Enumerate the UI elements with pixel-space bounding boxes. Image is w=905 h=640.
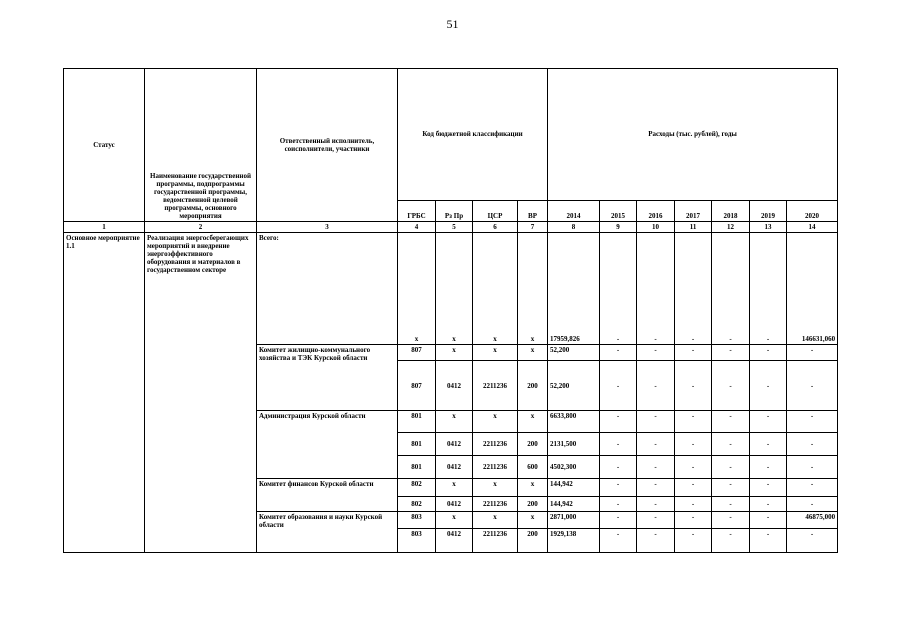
- header-code-grbs: ГРБС: [398, 201, 436, 222]
- cell-vr: х: [518, 512, 548, 529]
- cell-grbs: 802: [398, 479, 436, 497]
- col-number: 1: [64, 222, 145, 233]
- cell-2019: -: [750, 233, 787, 345]
- cell-rzpr: 0412: [436, 456, 473, 479]
- cell-grbs: 801: [398, 433, 436, 456]
- cell-2020: 146631,060: [787, 233, 838, 345]
- cell-rzpr: х: [436, 479, 473, 497]
- header-budget-code: Код бюджетной классификации: [398, 69, 548, 201]
- header-code-rzpr: Рз Пр: [436, 201, 473, 222]
- column-number-row: [64, 222, 838, 233]
- cell-2016: -: [637, 456, 675, 479]
- col-number: 4: [398, 222, 436, 233]
- cell-2019: -: [750, 456, 787, 479]
- cell-2017: -: [675, 479, 712, 497]
- cell-2014: 4502,300: [548, 456, 600, 479]
- cell-2019: -: [750, 345, 787, 361]
- cell-2018: -: [712, 529, 750, 553]
- cell-2015: -: [600, 345, 637, 361]
- cell-2018: -: [712, 497, 750, 512]
- cell-2017: -: [675, 411, 712, 433]
- cell-grbs: 807: [398, 345, 436, 361]
- header-year-2017: 2017: [675, 201, 712, 222]
- cell-2014: 52,200: [548, 361, 600, 411]
- cell-2019: -: [750, 529, 787, 553]
- cell-2018: -: [712, 361, 750, 411]
- cell-grbs: 801: [398, 456, 436, 479]
- cell-2014: 2131,500: [548, 433, 600, 456]
- cell-2016: -: [637, 345, 675, 361]
- header-year-2019: 2019: [750, 201, 787, 222]
- cell-2016: -: [637, 497, 675, 512]
- header-row: [64, 69, 838, 201]
- cell-2018: -: [712, 233, 750, 345]
- cell-2017: -: [675, 233, 712, 345]
- page-number: 51: [446, 17, 459, 31]
- header-year-2014: 2014: [548, 201, 600, 222]
- cell-2020: -: [787, 479, 838, 497]
- cell-2019: -: [750, 361, 787, 411]
- cell-2014: 2871,000: [548, 512, 600, 529]
- budget-table: [63, 68, 838, 553]
- cell-2014: 6633,800: [548, 411, 600, 433]
- cell-2017: -: [675, 361, 712, 411]
- cell-2015: -: [600, 433, 637, 456]
- col-number: 11: [675, 222, 712, 233]
- cell-2020: -: [787, 497, 838, 512]
- header-year-2015: 2015: [600, 201, 637, 222]
- cell-csr: х: [473, 345, 518, 361]
- cell-grbs: 802: [398, 497, 436, 512]
- cell-2018: -: [712, 345, 750, 361]
- cell-vr: 200: [518, 529, 548, 553]
- cell-2017: -: [675, 512, 712, 529]
- cell-2017: -: [675, 433, 712, 456]
- cell-grbs: 807: [398, 361, 436, 411]
- cell-vr: х: [518, 479, 548, 497]
- col-number: 12: [712, 222, 750, 233]
- cell-2019: -: [750, 411, 787, 433]
- executor-cell: Администрация Курской области: [257, 411, 398, 479]
- cell-2015: -: [600, 512, 637, 529]
- cell-csr: 2211236: [473, 497, 518, 512]
- cell-2020: 46875,000: [787, 512, 838, 529]
- cell-2018: -: [712, 479, 750, 497]
- cell-rzpr: 0412: [436, 497, 473, 512]
- cell-rzpr: х: [436, 345, 473, 361]
- cell-rzpr: х: [436, 233, 473, 345]
- cell-grbs: 801: [398, 411, 436, 433]
- cell-2016: -: [637, 361, 675, 411]
- cell-2018: -: [712, 411, 750, 433]
- cell-2016: -: [637, 433, 675, 456]
- cell-rzpr: 0412: [436, 361, 473, 411]
- cell-2017: -: [675, 497, 712, 512]
- cell-2019: -: [750, 497, 787, 512]
- col-number: 7: [518, 222, 548, 233]
- cell-grbs: 803: [398, 512, 436, 529]
- cell-2017: -: [675, 345, 712, 361]
- cell-vr: 200: [518, 497, 548, 512]
- cell-2015: -: [600, 411, 637, 433]
- cell-2020: -: [787, 345, 838, 361]
- header-program-name: Наименование государственной программы, подпрограммы государственной программы, ведомственной целевой программы, основного мероприятия: [145, 69, 257, 222]
- col-number: 10: [637, 222, 675, 233]
- cell-2015: -: [600, 456, 637, 479]
- cell-vr: х: [518, 345, 548, 361]
- program-cell: Реализация энергосберегающих мероприятий и внедрение энергоэффективного оборудования и материалов в государственном секторе: [145, 233, 257, 553]
- header-year-2016: 2016: [637, 201, 675, 222]
- cell-rzpr: 0412: [436, 529, 473, 553]
- cell-2016: -: [637, 529, 675, 553]
- cell-vr: 200: [518, 433, 548, 456]
- cell-2020: -: [787, 456, 838, 479]
- cell-2014: 52,200: [548, 345, 600, 361]
- executor-cell: Комитет финансов Курской области: [257, 479, 398, 512]
- cell-csr: х: [473, 233, 518, 345]
- cell-2015: -: [600, 233, 637, 345]
- col-number: 6: [473, 222, 518, 233]
- executor-cell: Всего:: [257, 233, 398, 345]
- cell-2020: -: [787, 361, 838, 411]
- cell-2014: 1929,138: [548, 529, 600, 553]
- status-cell: Основное мероприятие 1.1: [64, 233, 145, 553]
- cell-vr: х: [518, 233, 548, 345]
- cell-csr: 2211236: [473, 433, 518, 456]
- cell-2016: -: [637, 233, 675, 345]
- cell-2014: 144,942: [548, 479, 600, 497]
- cell-2018: -: [712, 512, 750, 529]
- cell-csr: 2211236: [473, 361, 518, 411]
- col-number: 5: [436, 222, 473, 233]
- cell-2015: -: [600, 497, 637, 512]
- cell-2019: -: [750, 479, 787, 497]
- cell-vr: 200: [518, 361, 548, 411]
- cell-csr: 2211236: [473, 529, 518, 553]
- cell-grbs: 803: [398, 529, 436, 553]
- cell-csr: х: [473, 512, 518, 529]
- cell-rzpr: х: [436, 512, 473, 529]
- executor-cell: Комитет жилищно-коммунального хозяйства и ТЭК Курской области: [257, 345, 398, 411]
- cell-2018: -: [712, 433, 750, 456]
- table-row-total: [64, 233, 838, 345]
- cell-csr: х: [473, 479, 518, 497]
- cell-2019: -: [750, 512, 787, 529]
- col-number: 13: [750, 222, 787, 233]
- header-code-vr: ВР: [518, 201, 548, 222]
- cell-2017: -: [675, 529, 712, 553]
- cell-2018: -: [712, 456, 750, 479]
- executor-cell: Комитет образования и науки Курской области: [257, 512, 398, 553]
- cell-2017: -: [675, 456, 712, 479]
- header-year-2020: 2020: [787, 201, 838, 222]
- cell-csr: х: [473, 411, 518, 433]
- cell-rzpr: 0412: [436, 433, 473, 456]
- header-expenses: Расходы (тыс. рублей), годы: [548, 69, 838, 201]
- header-executor: Ответственный исполнитель, соисполнители, участники: [257, 69, 398, 222]
- cell-2015: -: [600, 479, 637, 497]
- cell-2015: -: [600, 529, 637, 553]
- cell-csr: 2211236: [473, 456, 518, 479]
- col-number: 14: [787, 222, 838, 233]
- header-year-2018: 2018: [712, 201, 750, 222]
- cell-2014: 144,942: [548, 497, 600, 512]
- header-status: Статус: [64, 69, 145, 222]
- cell-2020: -: [787, 411, 838, 433]
- cell-2014: 17959,826: [548, 233, 600, 345]
- cell-2019: -: [750, 433, 787, 456]
- col-number: 8: [548, 222, 600, 233]
- col-number: 2: [145, 222, 257, 233]
- col-number: 9: [600, 222, 637, 233]
- cell-2015: -: [600, 361, 637, 411]
- header-code-csr: ЦСР: [473, 201, 518, 222]
- col-number: 3: [257, 222, 398, 233]
- cell-vr: 600: [518, 456, 548, 479]
- cell-2020: -: [787, 529, 838, 553]
- cell-2020: -: [787, 433, 838, 456]
- cell-rzpr: х: [436, 411, 473, 433]
- cell-vr: х: [518, 411, 548, 433]
- cell-2016: -: [637, 411, 675, 433]
- cell-grbs: х: [398, 233, 436, 345]
- cell-2016: -: [637, 479, 675, 497]
- cell-2016: -: [637, 512, 675, 529]
